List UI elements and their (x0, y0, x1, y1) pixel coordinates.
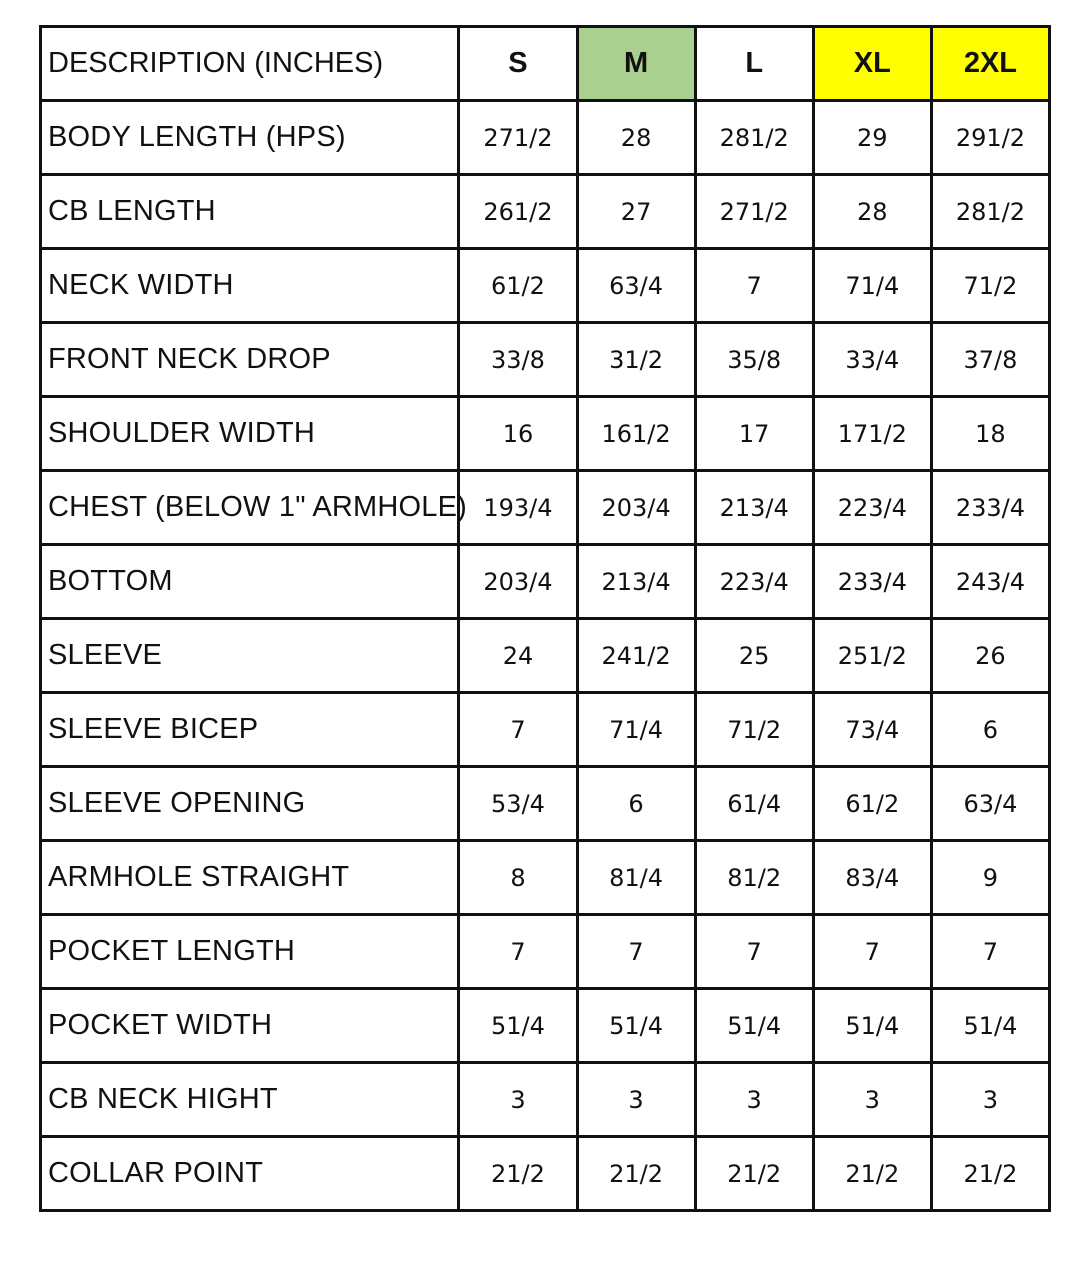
measurement-cell: 71/2 (931, 249, 1049, 323)
header-row (41, 27, 1050, 101)
measurement-cell: 83/4 (813, 841, 931, 915)
table-row (41, 693, 1050, 767)
measurement-cell: 243/4 (931, 545, 1049, 619)
measurement-cell: 7 (931, 915, 1049, 989)
measurement-cell: 61/4 (695, 767, 813, 841)
row-description: CB LENGTH (41, 175, 459, 249)
row-description: SLEEVE OPENING (41, 767, 459, 841)
measurement-cell: 71/4 (813, 249, 931, 323)
measurement-cell: 3 (931, 1063, 1049, 1137)
measurement-cell: 24 (459, 619, 577, 693)
row-description: BOTTOM (41, 545, 459, 619)
table-row (41, 397, 1050, 471)
measurement-cell: 223/4 (695, 545, 813, 619)
measurement-cell: 61/2 (813, 767, 931, 841)
measurement-cell: 203/4 (459, 545, 577, 619)
measurement-cell: 171/2 (813, 397, 931, 471)
measurement-cell: 213/4 (695, 471, 813, 545)
size-header-l: L (695, 27, 813, 101)
measurement-cell: 271/2 (459, 101, 577, 175)
measurement-cell: 25 (695, 619, 813, 693)
measurement-cell: 51/4 (813, 989, 931, 1063)
table-row (41, 619, 1050, 693)
row-description: FRONT NECK DROP (41, 323, 459, 397)
measurement-cell: 17 (695, 397, 813, 471)
measurement-cell: 51/4 (695, 989, 813, 1063)
table-row (41, 101, 1050, 175)
measurement-cell: 7 (695, 249, 813, 323)
measurement-cell: 3 (695, 1063, 813, 1137)
measurement-cell: 213/4 (577, 545, 695, 619)
measurement-cell: 33/4 (813, 323, 931, 397)
measurement-cell: 37/8 (931, 323, 1049, 397)
size-chart-table (39, 25, 1051, 1212)
measurement-cell: 81/4 (577, 841, 695, 915)
measurement-cell: 251/2 (813, 619, 931, 693)
measurement-cell: 61/2 (459, 249, 577, 323)
size-header-2xl: 2XL (931, 27, 1049, 101)
measurement-cell: 31/2 (577, 323, 695, 397)
size-header-m: M (577, 27, 695, 101)
measurement-cell: 8 (459, 841, 577, 915)
measurement-cell: 21/2 (577, 1137, 695, 1211)
measurement-cell: 21/2 (695, 1137, 813, 1211)
measurement-cell: 71/2 (695, 693, 813, 767)
table-row (41, 1137, 1050, 1211)
table-row (41, 175, 1050, 249)
measurement-cell: 161/2 (577, 397, 695, 471)
measurement-cell: 223/4 (813, 471, 931, 545)
measurement-cell: 7 (695, 915, 813, 989)
measurement-cell: 241/2 (577, 619, 695, 693)
measurement-cell: 51/4 (459, 989, 577, 1063)
measurement-cell: 63/4 (931, 767, 1049, 841)
measurement-cell: 28 (577, 101, 695, 175)
table-row (41, 1063, 1050, 1137)
measurement-cell: 7 (813, 915, 931, 989)
table-body (41, 101, 1050, 1211)
measurement-cell: 203/4 (577, 471, 695, 545)
table-row (41, 323, 1050, 397)
measurement-cell: 7 (577, 915, 695, 989)
measurement-cell: 26 (931, 619, 1049, 693)
measurement-cell: 73/4 (813, 693, 931, 767)
measurement-cell: 81/2 (695, 841, 813, 915)
row-description: ARMHOLE STRAIGHT (41, 841, 459, 915)
measurement-cell: 9 (931, 841, 1049, 915)
measurement-cell: 233/4 (931, 471, 1049, 545)
measurement-cell: 7 (459, 915, 577, 989)
measurement-cell: 27 (577, 175, 695, 249)
measurement-cell: 193/4 (459, 471, 577, 545)
table-row (41, 915, 1050, 989)
measurement-cell: 28 (813, 175, 931, 249)
measurement-cell: 33/8 (459, 323, 577, 397)
measurement-cell: 21/2 (813, 1137, 931, 1211)
table-row (41, 767, 1050, 841)
row-description: BODY LENGTH (HPS) (41, 101, 459, 175)
table-row (41, 841, 1050, 915)
measurement-cell: 51/4 (931, 989, 1049, 1063)
measurement-cell: 16 (459, 397, 577, 471)
row-description: SLEEVE (41, 619, 459, 693)
row-description: COLLAR POINT (41, 1137, 459, 1211)
table-row (41, 249, 1050, 323)
row-description: SHOULDER WIDTH (41, 397, 459, 471)
row-description: POCKET LENGTH (41, 915, 459, 989)
row-description: CB NECK HIGHT (41, 1063, 459, 1137)
measurement-cell: 53/4 (459, 767, 577, 841)
measurement-cell: 3 (577, 1063, 695, 1137)
measurement-cell: 261/2 (459, 175, 577, 249)
measurement-cell: 18 (931, 397, 1049, 471)
measurement-cell: 21/2 (931, 1137, 1049, 1211)
row-description: CHEST (BELOW 1" ARMHOLE) (41, 471, 459, 545)
row-description: POCKET WIDTH (41, 989, 459, 1063)
measurement-cell: 51/4 (577, 989, 695, 1063)
row-description: SLEEVE BICEP (41, 693, 459, 767)
measurement-cell: 6 (577, 767, 695, 841)
measurement-cell: 29 (813, 101, 931, 175)
measurement-cell: 7 (459, 693, 577, 767)
table-row (41, 989, 1050, 1063)
measurement-cell: 281/2 (695, 101, 813, 175)
measurement-cell: 21/2 (459, 1137, 577, 1211)
measurement-cell: 3 (459, 1063, 577, 1137)
measurement-cell: 63/4 (577, 249, 695, 323)
measurement-cell: 233/4 (813, 545, 931, 619)
measurement-cell: 3 (813, 1063, 931, 1137)
table-row (41, 545, 1050, 619)
measurement-cell: 71/4 (577, 693, 695, 767)
measurement-cell: 291/2 (931, 101, 1049, 175)
size-header-xl: XL (813, 27, 931, 101)
measurement-cell: 6 (931, 693, 1049, 767)
row-description: NECK WIDTH (41, 249, 459, 323)
measurement-cell: 35/8 (695, 323, 813, 397)
measurement-cell: 281/2 (931, 175, 1049, 249)
size-header-s: S (459, 27, 577, 101)
description-header: DESCRIPTION (INCHES) (41, 27, 459, 101)
measurement-cell: 271/2 (695, 175, 813, 249)
table-row (41, 471, 1050, 545)
